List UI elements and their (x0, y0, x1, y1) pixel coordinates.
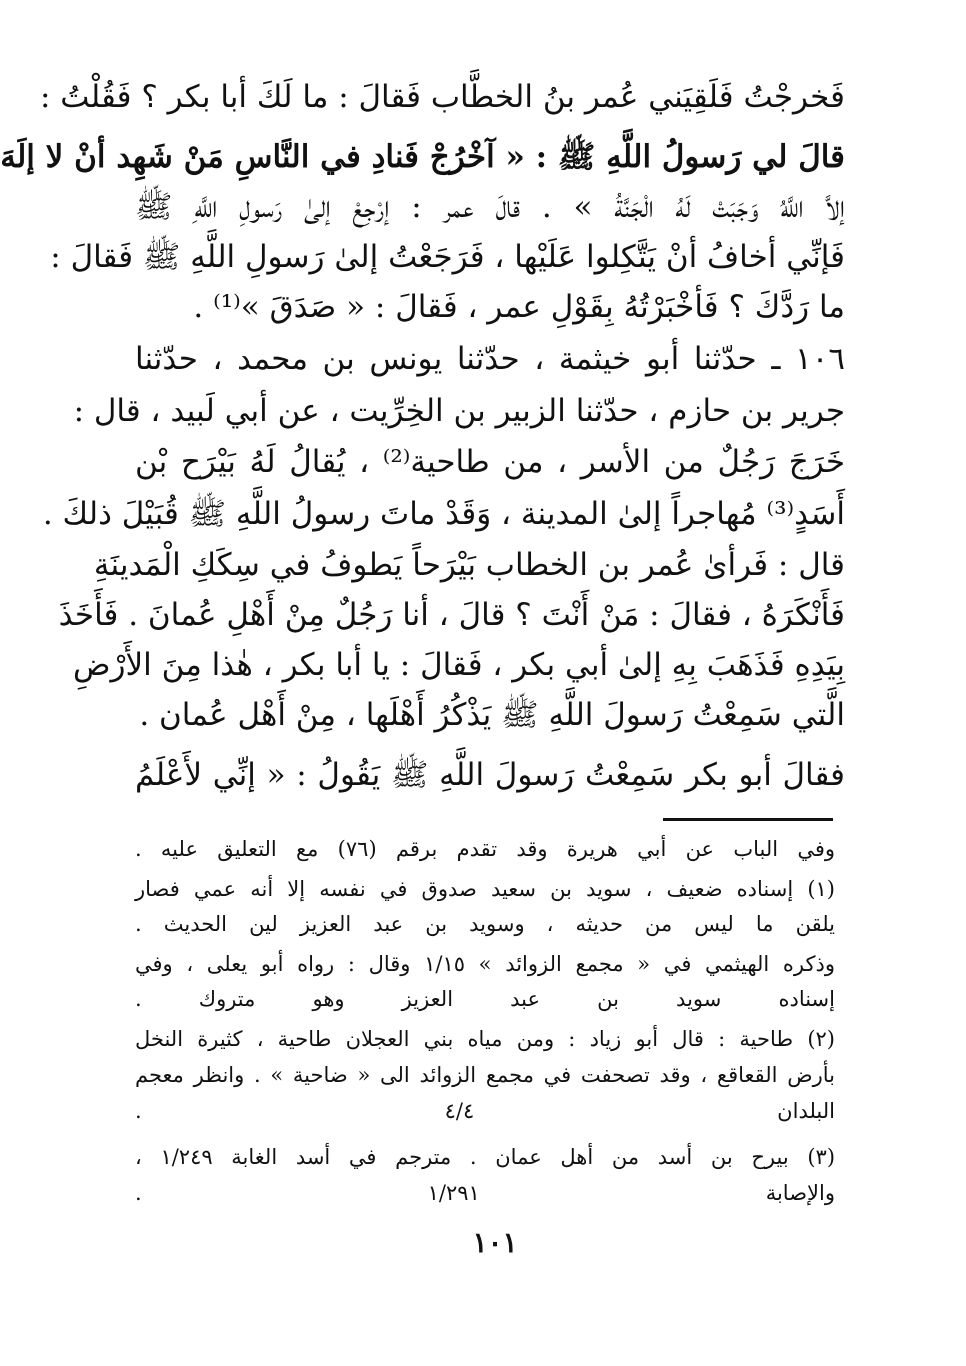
text-line-14: فقالَ أبو بكر سَمِعْتُ رَسولَ اللَّهِ ﷺ يَقُولُ : « إنِّي لأَعْلَمُ (135, 757, 845, 793)
footnote-line-9: (٣) بيرح بن أسد من أهل عمان . مترجم في أسد الغابة ١/٢٤٩ ، (135, 1145, 836, 1169)
text-line-1: فَخرجْتُ فَلَقِيَني عُمر بنُ الخطَّاب فَقالَ : ما لَكَ أبا بكر ؟ فَقُلْتُ : (39, 79, 845, 115)
text-line-13: الَّتي سَمِعْتُ رَسولَ اللَّهِ ﷺ يَذْكُرُ أَهْلَها ، مِنْ أَهْل عُمان . (139, 697, 845, 733)
text-line-4: فَإنِّي أخافُ أنْ يَتَّكِلوا عَلَيْها ، فَرَجَعْتُ إلىٰ رَسولِ اللَّهِ ﷺ فَقالَ : (50, 239, 845, 275)
hadith-106-heading: ١٠٦ ـ حدّثنا أبو خيثمة ، حدّثنا يونس بن محمد ، حدّثنا (135, 341, 845, 377)
footnote-line-6: (٢) طاحية : قال أبو زياد : ومن مياه بني العجلان طاحية ، كثيرة النخل (135, 1027, 835, 1051)
footnote-line-7: بأرض القعاقع ، وقد تصحفت في مجمع الزوائد الى « ضاحية » . وانظر معجم (135, 1063, 835, 1087)
text-line-5: ما رَدَّكَ ؟ فَأخْبَرْتُهُ بِقَوْلِ عمر ، فَقالَ : « صَدَقَ »⁽¹⁾ . (193, 289, 845, 325)
footnote-line-2: (١) إسناده ضعيف ، سويد بن سعيد صدوق في نفسه إلا أنه عمي فصار (135, 877, 835, 901)
text-line-10: قال : فَرأىٰ عُمر بن الخطاب بَيْرَحاً يَطوفُ في سِكَكِ الْمَدينَةِ (93, 547, 845, 583)
footnote-line-10: والإصابة ١/٢٩١ . (135, 1181, 835, 1205)
text-line-9: أَسَدٍ⁽³⁾ مُهاجراً إلىٰ المدينة ، وَقَدْ ماتَ رسولُ اللَّهِ ﷺ قُبَيْلَ ذلكَ . (42, 496, 845, 532)
footnote-line-3: يلقن ما ليس من حديثه ، وسويد بن عبد العزيز لين الحديث . (135, 912, 835, 936)
text-line-11: فَأَنْكَرَهُ ، فقالَ : مَنْ أَنْتَ ؟ قالَ ، أنا رَجُلٌ مِنْ أَهْلِ عُمانَ . فَأَخَذَ (58, 597, 845, 633)
text-line-8: خَرَجَ رَجُلٌ من الأسر ، من طاحية⁽²⁾ ، يُقالُ لَهُ بَيْرَح بْن (135, 444, 845, 480)
page-number: ١٠١ (472, 1226, 518, 1259)
text-line-12: بِيَدِهِ فَذَهَبَ بِهِ إلىٰ أبي بكر ، فَقالَ : يا أبا بكر ، هٰذا مِنَ الأَرْضِ (73, 647, 845, 683)
text-line-7: جرير بن حازم ، حدّثنا الزبير بن الخِرِّيت ، عن أبي لَبيد ، قال : (73, 393, 845, 429)
footnote-line-4: وذكره الهيثمي في « مجمع الزوائد » ١/١٥ وقال : رواه أبو يعلى ، وفي (135, 952, 835, 976)
text-line-3: إلاَّ اللَّهُ وَجَبَتْ لَهُ الْجَنَّةُ » . قالَ عمر : إرْجِعْ إلىٰ رَسولِ اللَّهِ ﷺ (135, 189, 845, 225)
footnote-line-1: وفي الباب عن أبي هريرة وقد تقدم برقم (٧٦) مع التعليق عليه . (135, 837, 836, 861)
footnote-separator (663, 818, 833, 821)
text-line-2: قالَ لي رَسولُ اللَّهِ ﷺ : « آخْرُجْ فَنادِ في النَّاسِ مَنْ شَهِد أنْ لا إلَهَ (0, 139, 845, 175)
footnote-line-8: البلدان ٤/٤ . (135, 1099, 835, 1123)
footnote-line-5: إسناده سويد بن عبد العزيز وهو متروك . (135, 987, 835, 1011)
